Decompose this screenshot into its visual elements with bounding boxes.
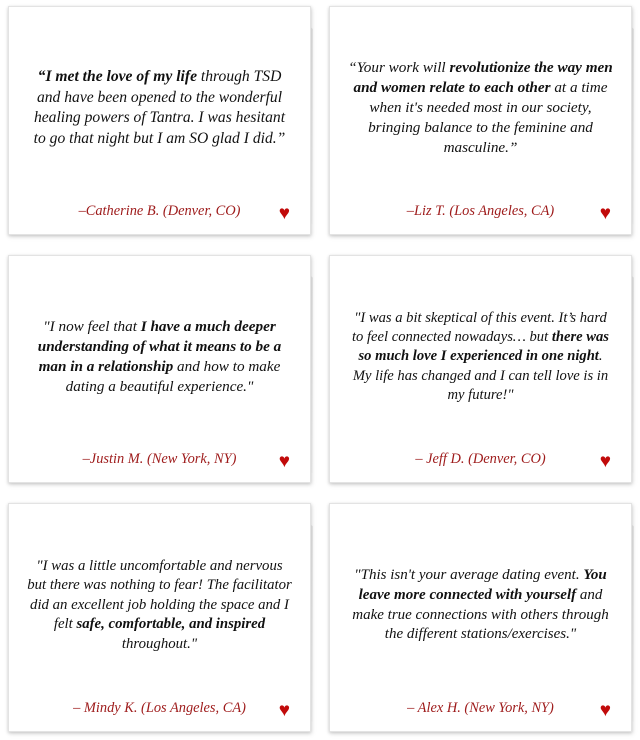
heart-icon: ♥	[278, 700, 290, 721]
testimonial-card	[329, 255, 632, 484]
testimonial-attribution: –Catherine B. (Denver, CO)	[78, 202, 241, 219]
heart-icon: ♥	[278, 451, 290, 473]
testimonial-card-wrapper	[8, 255, 311, 484]
heart-icon: ♥	[599, 700, 611, 721]
testimonial-attribution: – Jeff D. (Denver, CO)	[415, 451, 546, 468]
heart-icon: ♥	[599, 202, 611, 224]
testimonial-quote: "I was a little uncomfortable and nervous but there was nothing to fear! The facilitator did an excellent job holding the space and I felt safe, comfortable, and inspired throughout."	[27, 557, 292, 652]
testimonial-card-wrapper	[329, 255, 632, 484]
testimonial-footer	[346, 691, 615, 721]
testimonial-card	[329, 503, 632, 732]
testimonial-card	[8, 503, 311, 732]
testimonial-footer	[25, 194, 294, 224]
testimonial-quote: “Your work will revolutionize the way men and women relate to each other at a time when it's needed most in our society, bringing balance to the feminine and masculine.”	[348, 59, 613, 157]
testimonial-card-wrapper	[8, 6, 311, 235]
testimonial-footer	[346, 194, 615, 224]
testimonial-footer	[25, 442, 294, 472]
testimonial-quote: "I now feel that I have a much deeper understanding of what it means to be a man in a relationship and how to make dating a beautiful experience."	[37, 317, 282, 396]
heart-icon: ♥	[278, 202, 290, 224]
heart-icon: ♥	[599, 451, 611, 473]
testimonial-card	[8, 6, 311, 235]
testimonial-attribution: –Liz T. (Los Angeles, CA)	[406, 202, 555, 219]
testimonial-attribution: –Justin M. (New York, NY)	[82, 451, 237, 468]
testimonial-quote: "I was a bit skeptical of this event. It’s hard to feel connected nowadays… but there was so much love I experienced in one night. My life has changed and I can tell love is in my future!"	[352, 309, 609, 403]
testimonial-footer	[25, 691, 294, 721]
testimonial-attribution: – Alex H. (New York, NY)	[407, 700, 554, 716]
testimonial-card-wrapper	[329, 6, 632, 235]
testimonial-card-wrapper	[329, 503, 632, 732]
testimonial-quote: “I met the love of my life through TSD and have been opened to the wonderful healing powers of Tantra. I was hesitant to go that night but I am SO glad I did.”	[33, 68, 286, 147]
testimonial-card	[8, 255, 311, 484]
testimonial-footer	[346, 442, 615, 472]
testimonial-quote: "This isn't your average dating event. You leave more connected with yourself and make true connections with others through the different stations/exercises."	[352, 567, 609, 643]
testimonial-attribution: – Mindy K. (Los Angeles, CA)	[73, 700, 246, 716]
testimonial-card-wrapper	[8, 503, 311, 732]
testimonial-card	[329, 6, 632, 235]
